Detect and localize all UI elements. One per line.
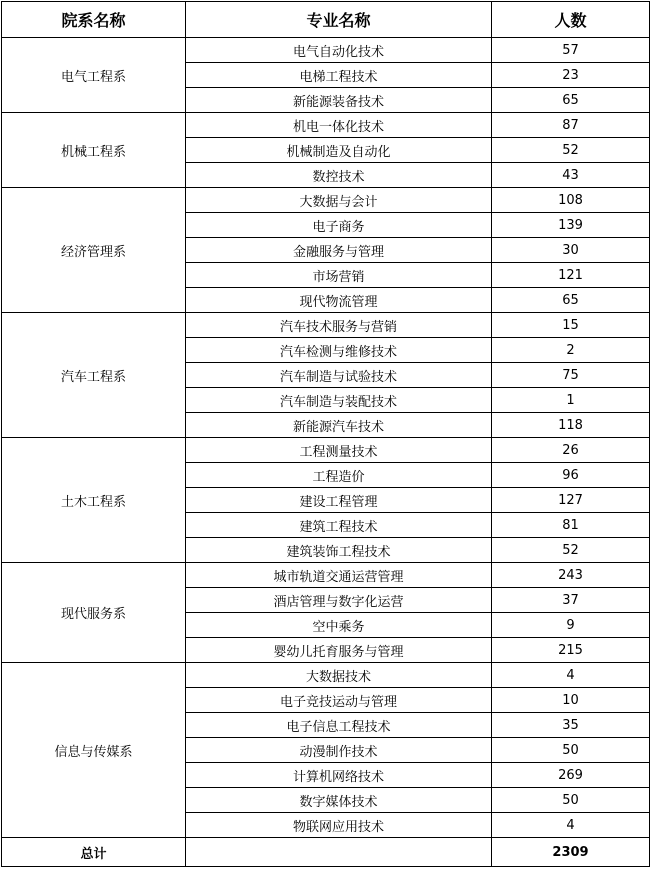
student-count: 15 [492,313,650,338]
table-body [2,38,650,838]
major-name: 数字媒体技术 [186,788,492,813]
table-row [2,38,650,63]
major-name: 空中乘务 [186,613,492,638]
student-count: 2 [492,338,650,363]
student-count: 65 [492,288,650,313]
table-row [2,563,650,588]
major-name: 城市轨道交通运营管理 [186,563,492,588]
department-name: 经济管理系 [2,188,186,313]
major-name: 市场营销 [186,263,492,288]
student-count: 52 [492,138,650,163]
total-row [2,838,650,867]
student-count: 4 [492,663,650,688]
student-count: 4 [492,813,650,838]
student-count: 52 [492,538,650,563]
major-name: 动漫制作技术 [186,738,492,763]
major-name: 汽车技术服务与营销 [186,313,492,338]
major-name: 数控技术 [186,163,492,188]
student-count: 243 [492,563,650,588]
major-name: 电子信息工程技术 [186,713,492,738]
major-name: 酒店管理与数字化运营 [186,588,492,613]
major-name: 电气自动化技术 [186,38,492,63]
major-name: 婴幼儿托育服务与管理 [186,638,492,663]
student-count: 35 [492,713,650,738]
student-count: 43 [492,163,650,188]
total-empty [186,838,492,867]
table-row [2,113,650,138]
major-name: 汽车制造与试验技术 [186,363,492,388]
major-name: 建设工程管理 [186,488,492,513]
major-name: 电子商务 [186,213,492,238]
major-name: 工程造价 [186,463,492,488]
major-name: 建筑装饰工程技术 [186,538,492,563]
major-name: 机械制造及自动化 [186,138,492,163]
table-row [2,438,650,463]
student-count: 50 [492,738,650,763]
header-major: 专业名称 [186,2,492,38]
student-count: 50 [492,788,650,813]
student-count: 9 [492,613,650,638]
student-count: 81 [492,513,650,538]
header-row [2,2,650,38]
table-row [2,663,650,688]
header-dept: 院系名称 [2,2,186,38]
table-row [2,188,650,213]
major-name: 汽车检测与维修技术 [186,338,492,363]
student-count: 1 [492,388,650,413]
student-count: 26 [492,438,650,463]
header-count: 人数 [492,2,650,38]
major-name: 新能源汽车技术 [186,413,492,438]
major-name: 金融服务与管理 [186,238,492,263]
enrollment-table [1,1,650,867]
student-count: 30 [492,238,650,263]
major-name: 电子竞技运动与管理 [186,688,492,713]
student-count: 65 [492,88,650,113]
major-name: 现代物流管理 [186,288,492,313]
student-count: 75 [492,363,650,388]
student-count: 215 [492,638,650,663]
major-name: 大数据与会计 [186,188,492,213]
department-name: 电气工程系 [2,38,186,113]
student-count: 108 [492,188,650,213]
department-name: 机械工程系 [2,113,186,188]
major-name: 物联网应用技术 [186,813,492,838]
major-name: 建筑工程技术 [186,513,492,538]
major-name: 汽车制造与装配技术 [186,388,492,413]
student-count: 118 [492,413,650,438]
major-name: 电梯工程技术 [186,63,492,88]
student-count: 10 [492,688,650,713]
total-value: 2309 [492,838,650,867]
student-count: 139 [492,213,650,238]
major-name: 新能源装备技术 [186,88,492,113]
student-count: 57 [492,38,650,63]
department-name: 信息与传媒系 [2,663,186,838]
major-name: 计算机网络技术 [186,763,492,788]
student-count: 37 [492,588,650,613]
department-name: 土木工程系 [2,438,186,563]
student-count: 96 [492,463,650,488]
student-count: 269 [492,763,650,788]
total-label: 总计 [2,838,186,867]
student-count: 23 [492,63,650,88]
department-name: 现代服务系 [2,563,186,663]
student-count: 127 [492,488,650,513]
table-row [2,313,650,338]
department-name: 汽车工程系 [2,313,186,438]
major-name: 大数据技术 [186,663,492,688]
major-name: 机电一体化技术 [186,113,492,138]
student-count: 87 [492,113,650,138]
major-name: 工程测量技术 [186,438,492,463]
student-count: 121 [492,263,650,288]
